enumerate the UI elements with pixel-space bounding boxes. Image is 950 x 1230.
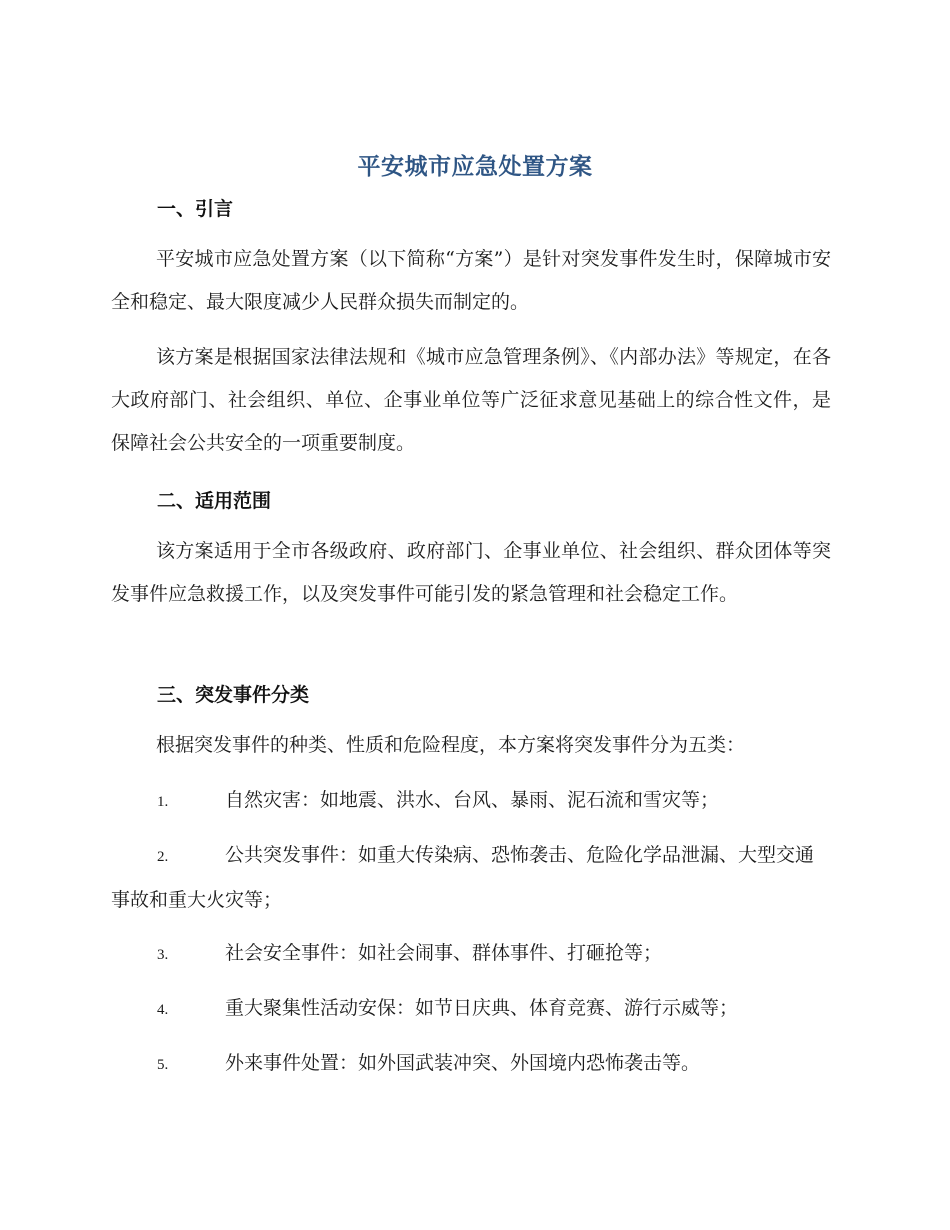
list-number: 3. xyxy=(157,947,169,963)
list-item xyxy=(111,987,831,1032)
list-item xyxy=(111,1042,831,1087)
list-number: 1. xyxy=(157,794,169,810)
list-number: 2. xyxy=(157,849,169,865)
section-heading-classification: 三、突发事件分类 xyxy=(157,684,310,706)
paragraph: 平安城市应急处置方案（以下简称“方案”）是针对突发事件发生时，保障城市安全和稳定、最大限度减少人民群众损失而制定的。 xyxy=(111,248,831,313)
list-number: 4. xyxy=(157,1002,169,1018)
list-number: 5. xyxy=(157,1057,169,1073)
section-heading-introduction: 一、引言 xyxy=(157,198,234,220)
paragraph: 根据突发事件的种类、性质和危险程度，本方案将突发事件分为五类： xyxy=(156,734,746,756)
list-item xyxy=(111,834,831,922)
list-text: 重大聚集性活动安保：如节日庆典、体育竞赛、游行示威等； xyxy=(225,997,739,1019)
list-text: 自然灾害：如地震、洪水、台风、暴雨、泥石流和雪灾等； xyxy=(225,789,720,811)
document-title: 平安城市应急处置方案 xyxy=(357,154,593,180)
paragraph: 该方案是根据国家法律法规和《城市应急管理条例》、《内部办法》等规定，在各大政府部门、社会组织、单位、企事业单位等广泛征求意见基础上的综合性文件，是保障社会公共安全的一项重要制度。 xyxy=(111,346,831,454)
list-text: 社会安全事件：如社会闹事、群体事件、打砸抢等； xyxy=(225,942,663,964)
section-heading-scope: 二、适用范围 xyxy=(157,490,272,512)
list-item xyxy=(111,779,831,824)
list-item xyxy=(111,932,831,977)
list-text: 外来事件处置：如外国武装冲突、外国境内恐怖袭击等。 xyxy=(225,1052,701,1074)
paragraph: 该方案适用于全市各级政府、政府部门、企事业单位、社会组织、群众团体等突发事件应急救援工作，以及突发事件可能引发的紧急管理和社会稳定工作。 xyxy=(111,540,831,605)
list-text: 公共突发事件：如重大传染病、恐怖袭击、危险化学品泄漏、大型交通事故和重大火灾等； xyxy=(111,844,815,911)
